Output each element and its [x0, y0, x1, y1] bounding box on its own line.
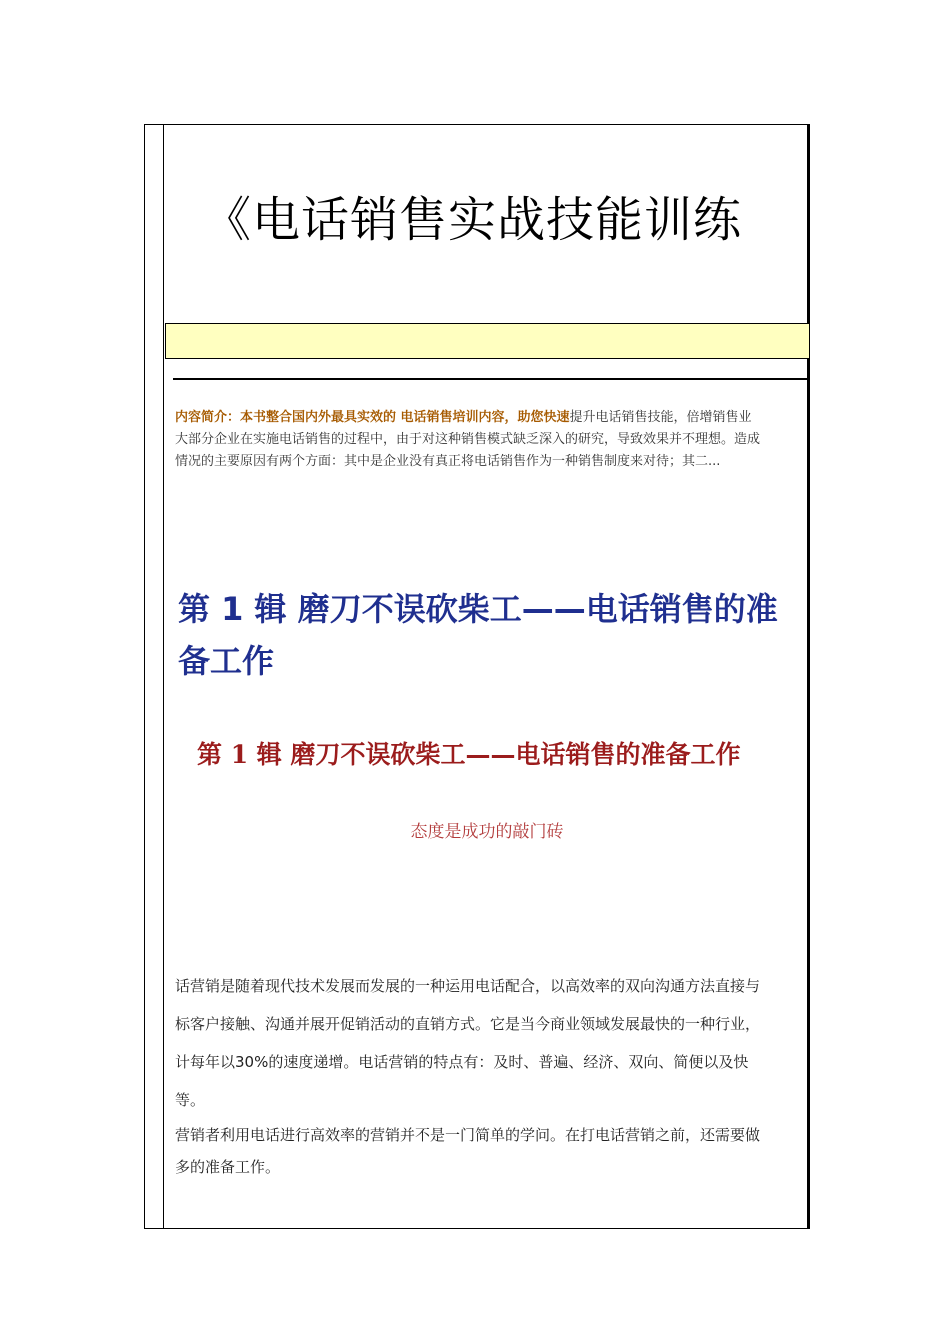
intro-lead: 内容简介：本书整合国内外最具实效的 电话销售培训内容，助您快速	[175, 410, 570, 425]
intro-lead-rest: 提升电话销售技能，倍增销售业	[569, 410, 752, 425]
left-border-line	[163, 125, 164, 1228]
paragraph-line: 话营销是随着现代技术发展而发展的一种运用电话配合，以高效率的双向沟通方法直接与	[175, 977, 761, 995]
section-subtitle: 态度是成功的敲门砖	[410, 822, 564, 842]
intro-line-2: 大部分企业在实施电话销售的过程中，由于对这种销售模式缺乏深入的研究，导致效果并不理想。造成	[175, 432, 761, 447]
chapter-heading-line-1: 第 1 辑 磨刀不误砍柴工——电话销售的准	[178, 590, 778, 628]
paragraph-line: 标客户接触、沟通并展开促销活动的直销方式。它是当今商业领域发展最快的一种行业，	[175, 1015, 761, 1033]
intro-summary	[175, 407, 810, 473]
document-page	[144, 124, 810, 1229]
paragraph-line: 等。	[175, 1091, 206, 1109]
section-heading: 第 1 辑 磨刀不误砍柴工——电话销售的准备工作	[197, 740, 741, 769]
body-text	[175, 967, 810, 1183]
paragraph-2	[175, 1119, 810, 1183]
paragraph-line: 计每年以30%的速度递增。电话营销的特点有：及时、普遍、经济、双向、简便以及快	[175, 1053, 749, 1071]
intro-line-3: 情况的主要原因有两个方面：其中是企业没有真正将电话销售作为一种销售制度来对待；其二...	[175, 454, 721, 469]
paragraph-1	[175, 967, 810, 1119]
intro-line-1	[175, 407, 810, 429]
highlight-band	[165, 323, 809, 359]
paragraph-line: 多的准备工作。	[175, 1158, 281, 1176]
chapter-heading-line-2: 备工作	[178, 642, 275, 680]
divider-rule	[173, 378, 809, 380]
paragraph-line: 营销者利用电话进行高效率的营销并不是一门简单的学问。在打电话营销之前，还需要做	[175, 1126, 761, 1144]
document-title: 《电话销售实战技能训练	[203, 192, 743, 248]
chapter-heading	[178, 583, 810, 687]
